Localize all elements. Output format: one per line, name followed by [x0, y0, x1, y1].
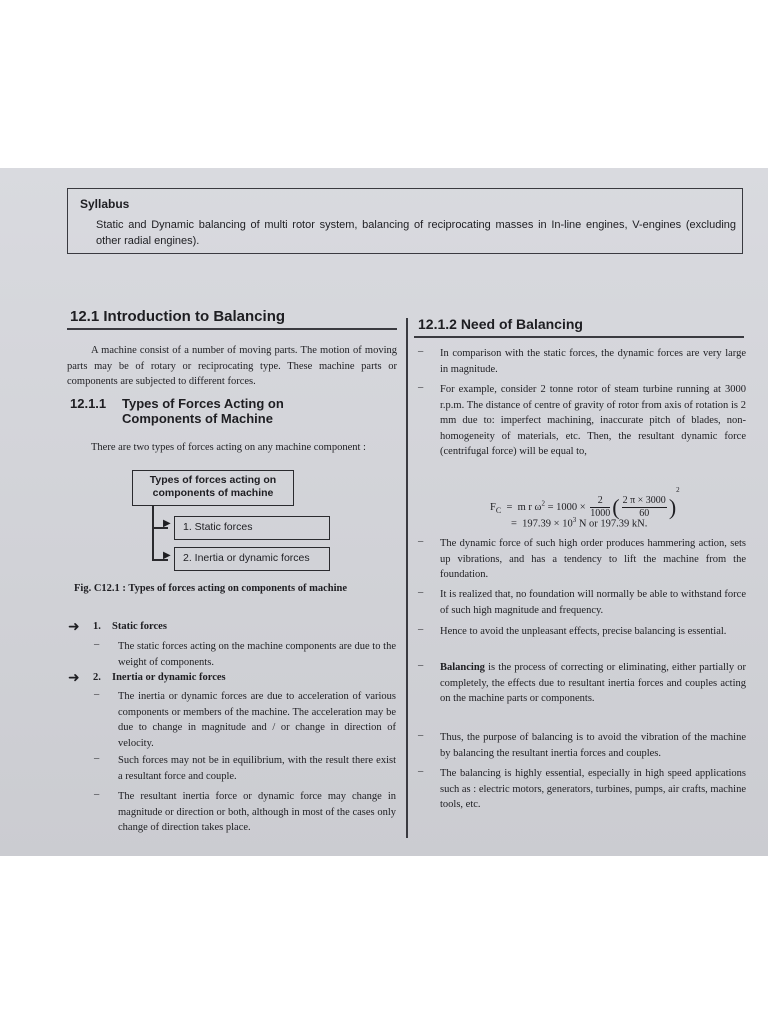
bullet-dash: – [418, 536, 424, 547]
types-intro: There are two types of forces acting on any machine component : [91, 442, 366, 453]
need-bullet-6-text: is the process of correcting or eliminating, either partially or completely, the effects due to resultant inertia forces and couples acting on the machine parts or components. [440, 662, 747, 704]
heading-rule-left [67, 328, 397, 330]
figure-caption: Fig. C12.1 : Types of forces acting on components of machine [74, 583, 347, 594]
paren-close: ) [668, 494, 677, 520]
need-bullet-2: For example, consider 2 tonne rotor of steam turbine running at 3000 r.p.m. The distance of centre of gravity of rotor from axis of rotation is 2 mm due to: imperfect machining, inaccurate pitch of blades, non-homogeneity of materials, etc. Then, the resultant dynamic force (centrifugal force) will be equal to, [440, 384, 746, 457]
subsection-heading-types [70, 396, 400, 426]
point2-bullet-1: The inertia or dynamic forces are due to acceleration of various components or members of the machine. The acceleration may be due to change in magnitude and / or change in direction of velocity. [118, 691, 396, 749]
equation-result-units: N or 197.39 kN. [578, 518, 648, 530]
point2-number: 2. [93, 672, 101, 683]
bullet-dash: – [94, 689, 100, 700]
arrow-right-icon: ➜ [68, 619, 80, 635]
need-bullet-5: Hence to avoid the unpleasant effects, precise balancing is essential. [440, 626, 727, 637]
fraction-1-numerator: 2 [590, 495, 610, 508]
equation-omega-power: 2 [541, 499, 545, 508]
syllabus-title: Syllabus [80, 197, 130, 211]
need-bullet-3: The dynamic force of such high order produces hammering action, sets up vibrations, and has a tendency to lift the machine from the foundation. [440, 538, 746, 580]
subsection-title-line2: Components of Machine [122, 411, 273, 426]
paren-open: ( [612, 494, 620, 520]
diagram-connector-vertical [152, 506, 154, 560]
point2-title: Inertia or dynamic forces [112, 672, 226, 683]
equation-lhs-subscript: C [495, 506, 502, 516]
diagram-root-box: Types of forces acting on components of machine [132, 470, 294, 506]
point1-bullet: The static forces acting on the machine components are due to the weight of components. [118, 641, 396, 668]
book-page [0, 168, 768, 856]
fraction-2-denominator: 60 [639, 508, 650, 520]
need-bullet-1: In comparison with the static forces, the dynamic forces are very large in magnitude. [440, 348, 746, 375]
bullet-dash: – [418, 730, 424, 741]
fraction-2-numerator: 2 π × 3000 [622, 495, 666, 507]
bullet-dash: – [94, 639, 100, 650]
bullet-dash: – [418, 624, 424, 635]
diagram-item-static: 1. Static forces [174, 516, 330, 540]
equation-result-equals: = [511, 518, 517, 530]
diagram-item-dynamic: 2. Inertia or dynamic forces [174, 547, 330, 571]
bullet-dash: – [418, 346, 424, 357]
equation-term1: m r ω [517, 502, 542, 513]
need-bullet-4: It is realized that, no foundation will normally be able to withstand force of such high magnitude and frequency. [440, 589, 746, 616]
arrow-right-icon: ▶ [163, 518, 171, 529]
syllabus-text: Static and Dynamic balancing of multi rotor system, balancing of reciprocating masses in In-line engines, V-engines (excluding other radial engines). [96, 219, 736, 247]
bullet-dash: – [418, 587, 424, 598]
bullet-dash: – [418, 766, 424, 777]
need-bullet-7: Thus, the purpose of balancing is to avoid the vibration of the machine by balancing the resultant inertia forces and couples. [440, 732, 746, 759]
intro-paragraph: A machine consist of a number of moving parts. The motion of moving parts may be of rotary or reciprocating type. These machine parts or components are subjected to different forces. [67, 345, 397, 387]
equation-equals: = [506, 502, 513, 513]
equation-result [511, 516, 647, 530]
equation-square-power: 2 [676, 486, 680, 494]
point1-number: 1. [93, 621, 101, 632]
bullet-dash: – [418, 660, 424, 671]
equation-result-power: 3 [572, 516, 577, 524]
need-bullet-8: The balancing is highly essential, especially in high speed applications such as : electric motors, generators, turbines, pumps, air crafts, machine tools, etc. [440, 768, 746, 810]
bullet-dash: – [94, 789, 100, 800]
subsection-number: 12.1.1 [70, 396, 107, 411]
column-divider [406, 318, 408, 838]
bullet-dash: – [94, 753, 100, 764]
balancing-term: Balancing [440, 662, 485, 673]
syllabus-box [67, 188, 743, 254]
equation-term2: = 1000 × [547, 502, 586, 513]
heading-rule-right [414, 336, 744, 338]
section-heading-need: 12.1.2 Need of Balancing [418, 316, 583, 332]
arrow-right-icon: ▶ [163, 550, 171, 561]
subsection-title-line1: Types of Forces Acting on [122, 396, 284, 411]
point2-bullet-3: The resultant inertia force or dynamic force may change in magnitude or direction or both, although in most of the cases only change of direction takes place. [118, 791, 396, 833]
need-bullet-6 [440, 660, 746, 707]
equation-result-value: 197.39 × 10 [522, 518, 573, 530]
point1-title: Static forces [112, 621, 167, 632]
section-heading-introduction: 12.1 Introduction to Balancing [70, 308, 286, 325]
equation-lhs: F [490, 502, 496, 513]
bullet-dash: – [418, 382, 424, 393]
point2-bullet-2: Such forces may not be in equilibrium, with the result there exist a resultant force and couple. [118, 755, 396, 782]
fraction-1-denominator: 1000 [590, 508, 611, 520]
arrow-right-icon: ➜ [68, 670, 80, 686]
